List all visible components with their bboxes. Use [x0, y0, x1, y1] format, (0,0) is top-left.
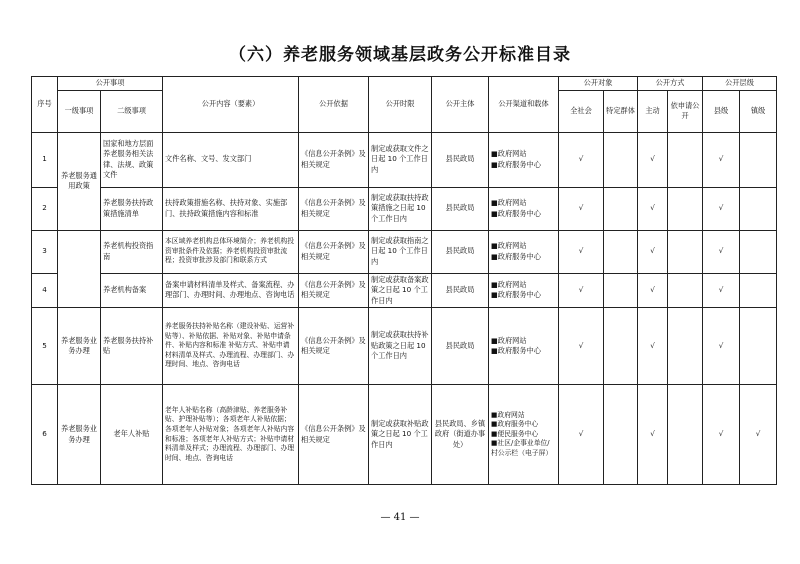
channel-cell [489, 187, 559, 230]
channel-item: ■政府网站 [491, 279, 527, 289]
content-cell: 文件名称、文号、发文部门 [163, 132, 299, 187]
header-items-group: 公开事项 [58, 77, 163, 91]
header-seq: 序号 [32, 77, 58, 133]
check-method-request [668, 187, 703, 230]
level1-cell-empty [58, 230, 101, 308]
check-target-specific [604, 230, 638, 273]
channel-cell [489, 273, 559, 308]
check-method-active: √ [638, 132, 668, 187]
header-level-town: 镇级 [740, 90, 777, 132]
subject-cell: 县民政局 [432, 187, 489, 230]
content-cell: 老年人补贴名称（高龄津贴、养老服务补贴、护理补贴等）；各项老年人补贴依据；各项老年人补贴对象；各项老年人补贴内容和标准；各项老年人补贴方式；补贴申请材料清单及样式；办理流程、办理部门、办理时间、地点、咨询电话 [163, 385, 299, 485]
check-target-specific [604, 187, 638, 230]
row-number: 5 [32, 308, 58, 385]
header-level-group: 公开层级 [703, 77, 777, 91]
subject-cell: 县民政局 [432, 132, 489, 187]
channel-item: ■便民服务中心 [491, 429, 539, 438]
check-method-request [668, 230, 703, 273]
basis-cell: 《信息公开条例》及相关规定 [299, 273, 369, 308]
level2-cell: 养老机构备案 [101, 273, 163, 308]
channel-cell [489, 308, 559, 385]
check-target-all: √ [559, 132, 604, 187]
content-cell: 备案申请材料清单及样式、备案流程、办理部门、办理时间、办理地点、咨询电话 [163, 273, 299, 308]
channel-item: ■社区/企事业单位/村公示栏（电子屏） [491, 439, 553, 457]
check-level-county: √ [703, 132, 740, 187]
check-level-town [740, 187, 777, 230]
row-number: 1 [32, 132, 58, 187]
time-cell: 制定或获取文件之日起 10 个工作日内 [369, 132, 432, 187]
check-level-county: √ [703, 230, 740, 273]
channel-item: ■政府服务中心 [491, 346, 541, 355]
channel-item: ■政府服务中心 [491, 159, 541, 169]
check-level-town [740, 308, 777, 385]
content-cell: 扶持政策措施名称、扶持对象、实施部门、扶持政策措施内容和标准 [163, 187, 299, 230]
check-target-specific [604, 273, 638, 308]
channel-item: ■政府服务中心 [491, 420, 539, 429]
check-target-all: √ [559, 230, 604, 273]
subject-cell: 县民政局 [432, 230, 489, 273]
channel-item: ■政府网站 [491, 198, 527, 207]
channel-cell [489, 385, 559, 485]
header-target-all: 全社会 [559, 90, 604, 132]
check-target-all: √ [559, 187, 604, 230]
header-method-request: 依申请公开 [668, 90, 703, 132]
check-level-county: √ [703, 273, 740, 308]
check-method-active: √ [638, 187, 668, 230]
header-content: 公开内容（要素） [163, 77, 299, 133]
row-number: 6 [32, 385, 58, 485]
check-level-town [740, 132, 777, 187]
channel-cell [489, 230, 559, 273]
level2-cell: 国家和地方层面养老服务相关法律、法规、政策文件 [101, 132, 163, 187]
check-level-town [740, 273, 777, 308]
header-level1: 一级事项 [58, 90, 101, 132]
table-row [32, 273, 777, 308]
check-method-request [668, 132, 703, 187]
subject-cell: 县民政局 [432, 273, 489, 308]
header-target-group: 公开对象 [559, 77, 638, 91]
check-target-all: √ [559, 385, 604, 485]
content-cell: 养老服务扶持补贴名称（建设补贴、运营补贴等）、补贴依据、补贴对象、补贴申请条件、补贴内容和标准 补贴方式、补贴申请材料清单及样式、办理流程、办理部门、办理时间、地点、咨询电话 [163, 308, 299, 385]
table-row [32, 230, 777, 273]
check-method-request [668, 308, 703, 385]
header-level-county: 县级 [703, 90, 740, 132]
table-row [32, 385, 777, 485]
check-level-town: √ [740, 385, 777, 485]
check-method-request [668, 273, 703, 308]
check-target-specific [604, 385, 638, 485]
header-level2: 二级事项 [101, 90, 163, 132]
level2-cell: 养老服务扶持补贴 [101, 308, 163, 385]
level2-cell: 老年人补贴 [101, 385, 163, 485]
time-cell: 制定或获取扶持补贴政策之日起 10 个工作日内 [369, 308, 432, 385]
channel-item: ■政府网站 [491, 410, 525, 419]
channel-cell [489, 132, 559, 187]
level1-cell: 养老服务业务办理 [58, 308, 101, 385]
channel-item: ■政府网站 [491, 149, 527, 158]
level2-cell: 养老服务扶持政策措施清单 [101, 187, 163, 230]
time-cell: 制定或获取扶持政策措施之日起 10 个工作日内 [369, 187, 432, 230]
row-number: 3 [32, 230, 58, 273]
check-level-county: √ [703, 308, 740, 385]
header-method-active: 主动 [638, 90, 668, 132]
basis-cell: 《信息公开条例》及相关规定 [299, 385, 369, 485]
check-method-active: √ [638, 273, 668, 308]
level2-cell: 养老机构投资指南 [101, 230, 163, 273]
table-row [32, 132, 777, 187]
time-cell: 制定或获取补贴政策之日起 10 个工作日内 [369, 385, 432, 485]
check-target-specific [604, 308, 638, 385]
page-number: — 41 — [380, 512, 420, 523]
check-target-all: √ [559, 308, 604, 385]
channel-item: ■政府服务中心 [491, 208, 541, 218]
check-method-active: √ [638, 230, 668, 273]
check-level-town [740, 230, 777, 273]
basis-cell: 《信息公开条例》及相关规定 [299, 308, 369, 385]
header-time: 公开时限 [369, 77, 432, 133]
check-level-county: √ [703, 385, 740, 485]
subject-cell: 县民政局 [432, 308, 489, 385]
check-method-request [668, 385, 703, 485]
channel-item: ■政府服务中心 [491, 290, 541, 300]
table-row [32, 308, 777, 385]
channel-item: ■政府网站 [491, 241, 527, 250]
check-method-active: √ [638, 385, 668, 485]
table-row [32, 187, 777, 230]
standard-catalog-table [31, 76, 777, 485]
basis-cell: 《信息公开条例》及相关规定 [299, 230, 369, 273]
header-target-specific: 特定群体 [604, 90, 638, 132]
basis-cell: 《信息公开条例》及相关规定 [299, 132, 369, 187]
channel-item: ■政府服务中心 [491, 251, 541, 261]
level1-cell: 养老服务业务办理 [58, 385, 101, 485]
row-number: 2 [32, 187, 58, 230]
content-cell: 本区域养老机构总体环境简介；养老机构投资审批条件及依据；养老机构投资审批流程；投资审批涉及部门和联系方式 [163, 230, 299, 273]
basis-cell: 《信息公开条例》及相关规定 [299, 187, 369, 230]
subject-cell: 县民政局、乡镇政府（街道办事处） [432, 385, 489, 485]
time-cell: 制定或获取指南之日起 10 个工作日内 [369, 230, 432, 273]
page-title: （六）养老服务领域基层政务公开标准目录 [229, 45, 571, 65]
row-number: 4 [32, 273, 58, 308]
header-subject: 公开主体 [432, 77, 489, 133]
check-target-specific [604, 132, 638, 187]
time-cell: 制定或获取备案政策之日起 10 个工作日内 [369, 273, 432, 308]
header-channel: 公开渠道和载体 [489, 77, 559, 133]
header-basis: 公开依据 [299, 77, 369, 133]
level1-cell: 养老服务通用政策 [58, 132, 101, 230]
check-level-county: √ [703, 187, 740, 230]
channel-item: ■政府网站 [491, 335, 527, 345]
check-target-all: √ [559, 273, 604, 308]
header-method-group: 公开方式 [638, 77, 703, 91]
check-method-active: √ [638, 308, 668, 385]
